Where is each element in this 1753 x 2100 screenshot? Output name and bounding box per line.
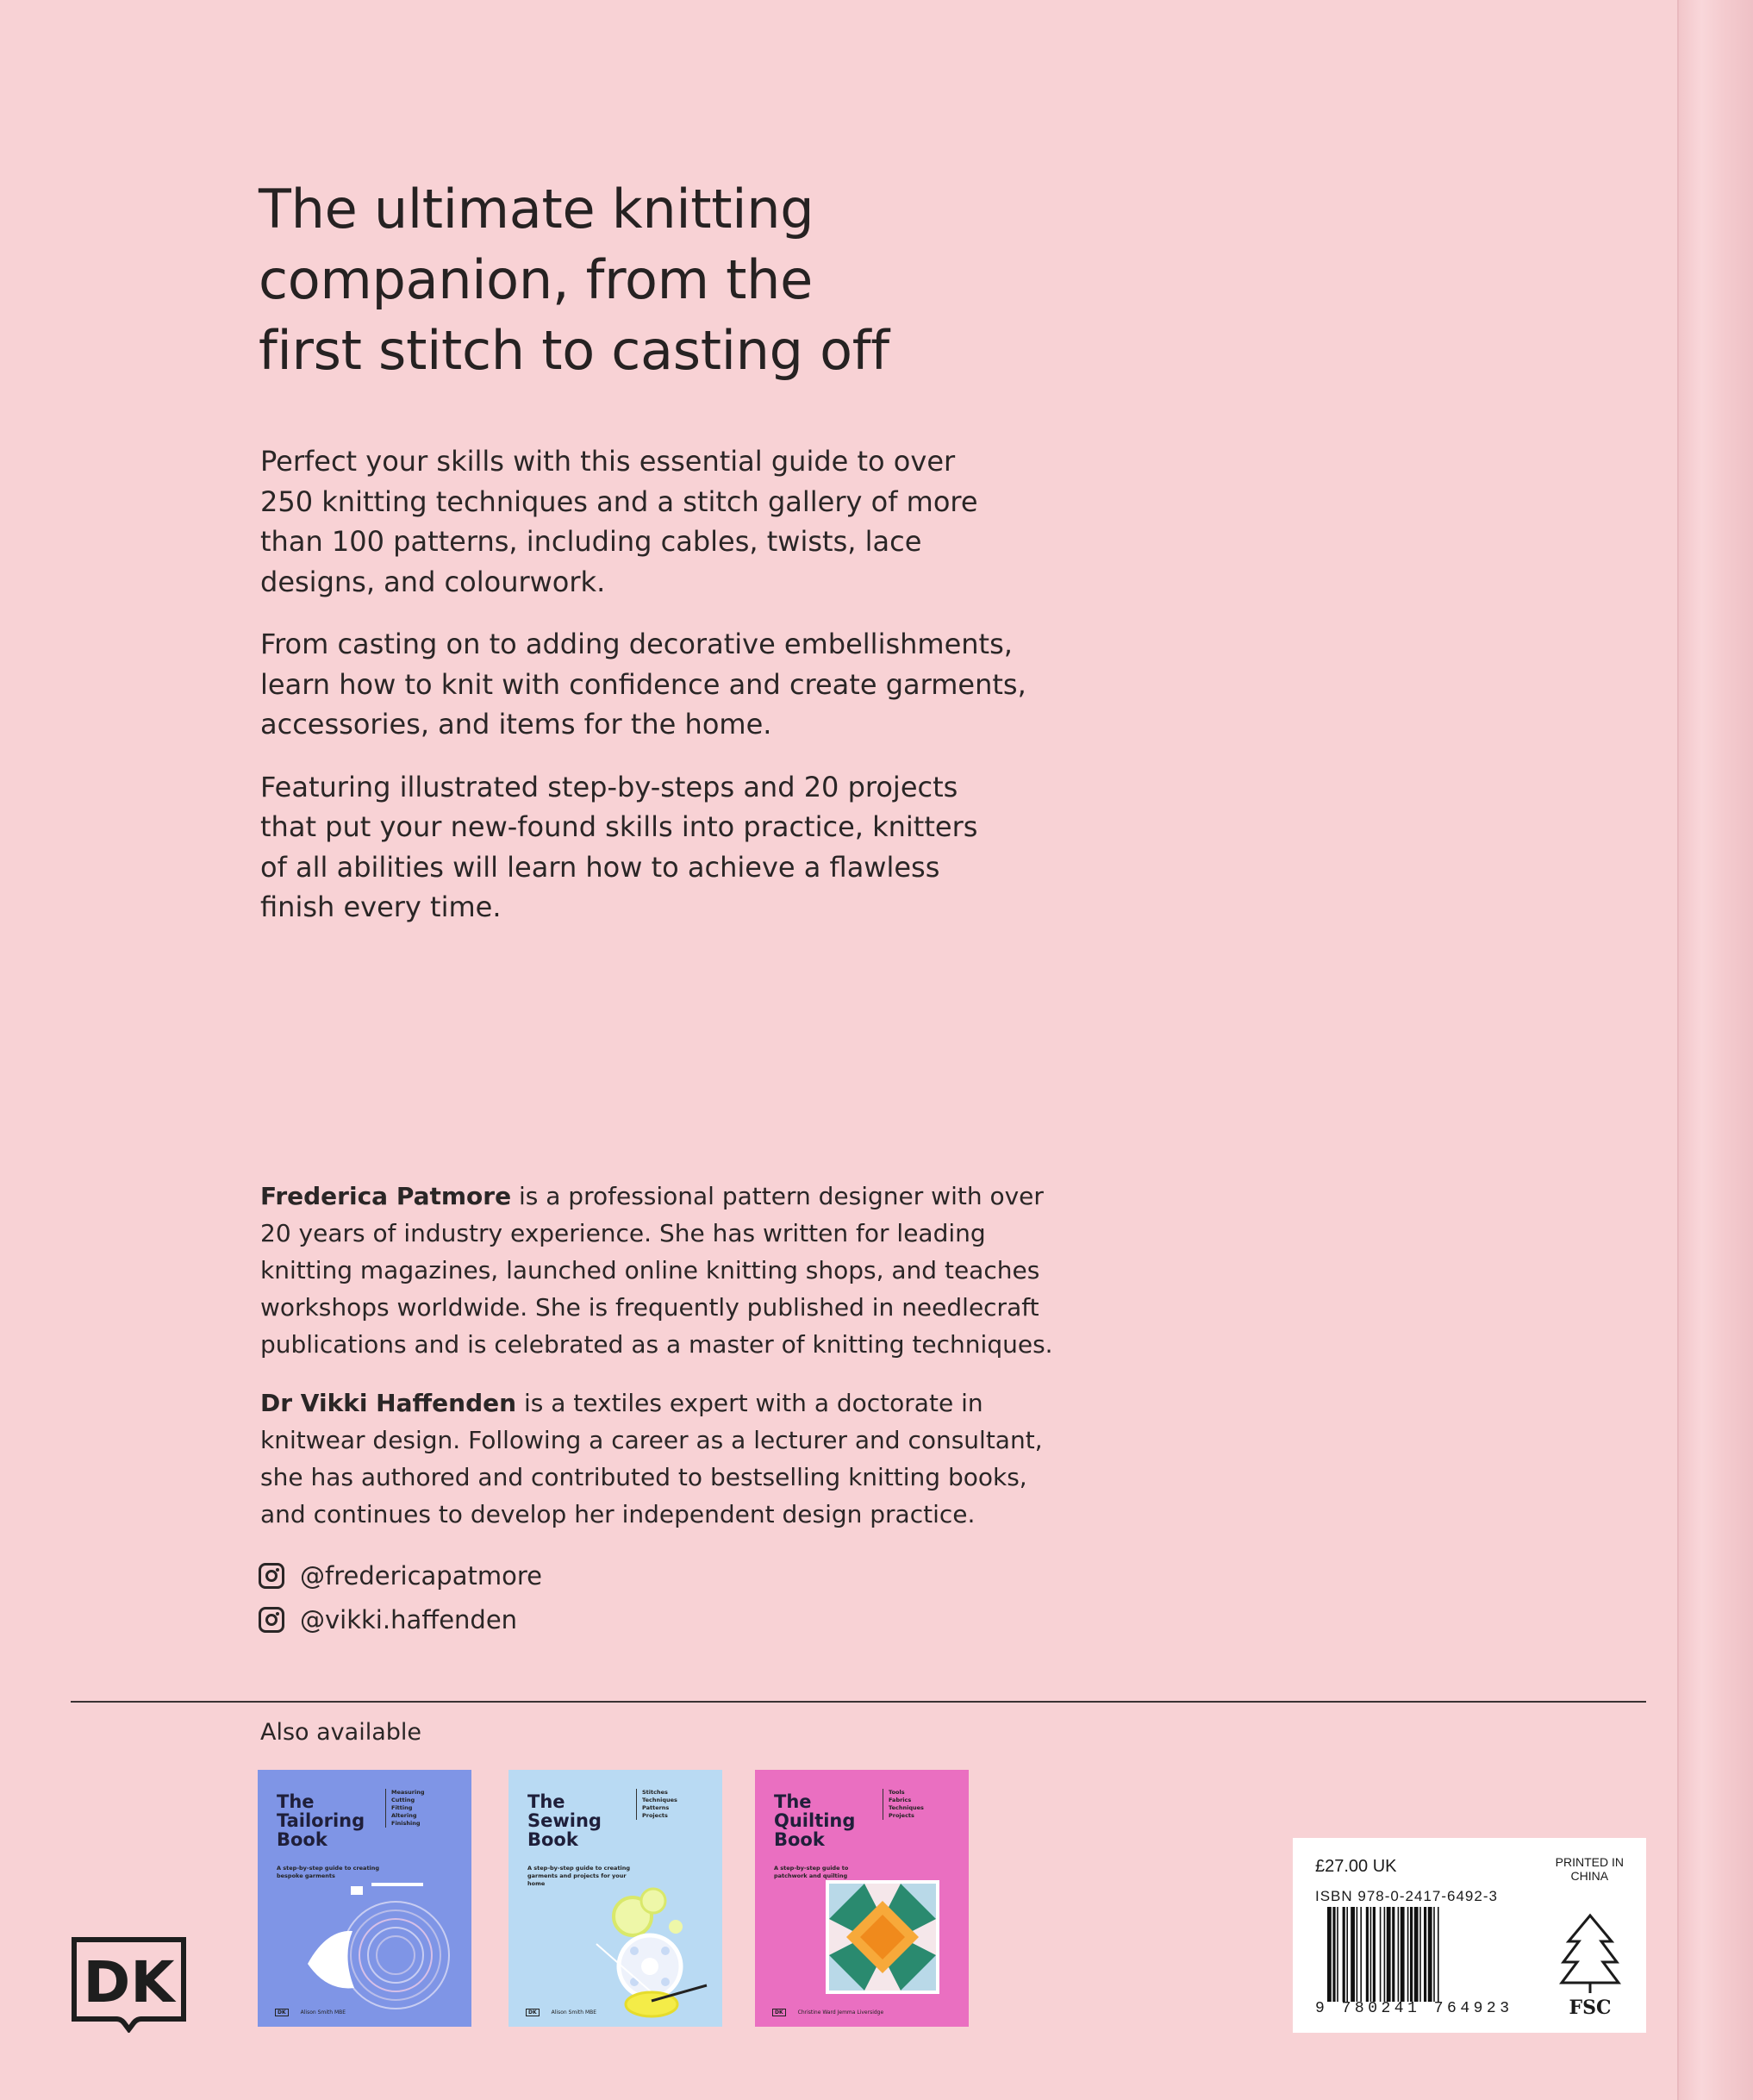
blurb-line: learn how to knit with confidence and create garments, — [260, 667, 1026, 701]
bio-line — [260, 1178, 1044, 1215]
price: £27.00 UK — [1315, 1857, 1397, 1876]
book-topic: Patterns — [642, 1804, 670, 1811]
bio-line: knitwear design. Following a career as a lecturer and consultant, — [260, 1426, 1043, 1454]
book-footer — [526, 2009, 596, 2016]
isbn: ISBN 978-0-2417-6492-3 — [1315, 1888, 1498, 1904]
barcode-bar — [1380, 1907, 1382, 2002]
bobbin-illustration — [543, 1865, 715, 2020]
blurb — [260, 441, 1036, 950]
book-topic: Altering — [391, 1812, 417, 1819]
dk-mini-logo: DK — [275, 2009, 289, 2016]
blurb-line: From casting on to adding decorative embellishments, — [260, 628, 1013, 660]
dk-mini-logo: DK — [772, 2009, 786, 2016]
book-title-line: The — [277, 1791, 315, 1812]
social-handle[interactable] — [259, 1559, 776, 1593]
author-bios — [260, 1178, 1053, 1554]
blurb-line: of all abilities will learn how to achieve a flawless — [260, 850, 940, 884]
fsc-text: FSC — [1569, 1997, 1612, 2019]
barcode-bar — [1438, 1907, 1439, 2002]
book-sewing[interactable] — [508, 1770, 722, 2027]
barcode-bar — [1428, 1907, 1432, 2002]
bio-line: and continues to develop her independent design practice. — [260, 1500, 976, 1528]
author-name: Frederica Patmore — [260, 1182, 512, 1210]
barcode-bar — [1398, 1907, 1400, 2002]
blurb-line: than 100 patterns, including cables, twists, lace — [260, 525, 922, 558]
barcode-bar — [1346, 1907, 1348, 2002]
blurb-line: Featuring illustrated step-by-steps and 20 projects — [260, 770, 958, 803]
bio-line: workshops worldwide. She is frequently published in needlecraft — [260, 1293, 1039, 1322]
book-title — [774, 1792, 877, 1849]
author-bio — [260, 1178, 1053, 1363]
book-title-line: Sewing — [527, 1810, 602, 1831]
barcode-bar — [1366, 1907, 1369, 2002]
barcode-bar — [1343, 1907, 1345, 2002]
book-tagline: A step-by-step guide to creating garments and projects for your home — [527, 1865, 631, 1887]
headline-line: first stitch to casting off — [259, 319, 889, 382]
barcode-bar — [1407, 1907, 1409, 2002]
barcode-bar — [1351, 1907, 1355, 2002]
quilt-block-illustration — [826, 1880, 939, 1994]
barcode-bar — [1410, 1907, 1413, 2002]
bio-text: is a professional pattern designer with over — [511, 1182, 1044, 1210]
book-title — [527, 1792, 631, 1849]
barcode-bar — [1370, 1907, 1372, 2002]
dk-mini-logo: DK — [526, 2009, 540, 2016]
barcode-bar — [1419, 1907, 1421, 2002]
book-topic: Stitches — [642, 1789, 668, 1796]
book-title-line: Book — [277, 1829, 328, 1850]
blurb-paragraph — [260, 767, 1036, 928]
barcode-bar — [1433, 1907, 1435, 2002]
book-topic: Techniques — [642, 1797, 677, 1803]
book-title-line: The — [774, 1791, 812, 1812]
book-author: Alison Smith MBE — [551, 2009, 597, 2016]
book-tailoring[interactable] — [258, 1770, 471, 2027]
measuring-tape-illustration — [301, 1878, 465, 2016]
blurb-line: 250 knitting techniques and a stitch gallery of more — [260, 484, 978, 518]
book-title — [277, 1792, 380, 1849]
book-footer — [275, 2009, 346, 2016]
author-name: Dr Vikki Haffenden — [260, 1389, 517, 1417]
barcode-bar — [1387, 1907, 1391, 2002]
book-title-line: Book — [774, 1829, 825, 1850]
bio-line: she has authored and contributed to bestselling knitting books, — [260, 1463, 1027, 1491]
barcode-bar — [1357, 1907, 1358, 2002]
book-footer — [772, 2009, 883, 2016]
blurb-line: accessories, and items for the home. — [260, 708, 772, 741]
barcode-bar — [1384, 1907, 1386, 2002]
book-topic: Projects — [642, 1812, 668, 1819]
author-bio — [260, 1384, 1043, 1533]
printed-in-line: CHINA — [1570, 1869, 1609, 1883]
barcode-bar — [1332, 1907, 1335, 2002]
barcode-digits: 9 780241 764923 — [1315, 2000, 1513, 2017]
book-title-line: The — [527, 1791, 565, 1812]
instagram-icon — [259, 1607, 284, 1633]
printed-in-line: PRINTED IN — [1555, 1855, 1624, 1869]
book-author: Christine Ward Jemma Liversidge — [797, 2009, 884, 2016]
bio-text: is a textiles expert with a doctorate in — [516, 1389, 983, 1417]
bio-line: knitting magazines, launched online knitting shops, and teaches — [260, 1256, 1040, 1284]
barcode-bar — [1414, 1907, 1419, 2002]
instagram-icon — [259, 1563, 284, 1589]
barcode-bar — [1373, 1907, 1376, 2002]
book-topic: Projects — [889, 1812, 914, 1819]
dk-logo — [71, 1936, 187, 2033]
book-topic: Tools — [889, 1789, 905, 1796]
book-topic: Finishing — [391, 1820, 421, 1827]
bio-line — [260, 1384, 1036, 1422]
book-title-line: Tailoring — [277, 1810, 365, 1831]
book-topics — [883, 1789, 924, 1820]
printed-in — [1556, 1855, 1624, 1883]
book-topic: Fabrics — [889, 1797, 912, 1803]
book-title-line: Book — [527, 1829, 578, 1850]
barcode-panel — [1293, 1838, 1646, 2033]
barcode-bar — [1327, 1907, 1332, 2002]
book-quilting[interactable] — [755, 1770, 969, 2027]
barcode-bar — [1424, 1907, 1426, 2002]
blurb-paragraph — [260, 441, 1036, 602]
book-author: Alison Smith MBE — [300, 2009, 346, 2016]
divider — [71, 1701, 1646, 1703]
book-topics — [385, 1789, 424, 1828]
social-handle[interactable] — [259, 1603, 776, 1637]
headline — [259, 174, 1034, 386]
headline-line: companion, from the — [259, 248, 813, 311]
barcode-bar — [1401, 1907, 1405, 2002]
social-handle-text: @fredericapatmore — [300, 1561, 542, 1591]
blurb-line: Perfect your skills with this essential guide to over — [260, 445, 956, 478]
book-tagline: A step-by-step guide to patchwork and quilting — [774, 1865, 849, 1879]
barcode-bar — [1360, 1907, 1362, 2002]
book-title-line: Quilting — [774, 1810, 856, 1831]
social-handle-text: @vikki.haffenden — [300, 1605, 518, 1634]
blurb-paragraph — [260, 624, 1036, 745]
book-topic: Measuring — [391, 1789, 425, 1796]
book-topic: Techniques — [889, 1804, 924, 1811]
dk-logo-text: DK — [83, 1949, 175, 2016]
blurb-line: that put your new-found skills into practice, knitters — [260, 810, 978, 843]
barcode-bar — [1337, 1907, 1338, 2002]
barcode — [1326, 1907, 1524, 2002]
blurb-line: finish every time. — [260, 891, 502, 923]
fsc-logo — [1551, 1907, 1629, 2019]
book-topic: Cutting — [391, 1797, 415, 1803]
book-tagline: A step-by-step guide to creating bespoke garments — [277, 1865, 380, 1879]
headline-line: The ultimate knitting — [259, 178, 814, 241]
book-topic: Fitting — [391, 1804, 413, 1811]
also-available-label: Also available — [260, 1719, 422, 1746]
book-topics — [636, 1789, 677, 1820]
barcode-bar — [1392, 1907, 1394, 2002]
bio-line: 20 years of industry experience. She has written for leading — [260, 1219, 986, 1247]
cover-edge — [1677, 0, 1753, 2100]
blurb-line: designs, and colourwork. — [260, 565, 606, 598]
bio-line: publications and is celebrated as a master of knitting techniques. — [260, 1330, 1053, 1359]
